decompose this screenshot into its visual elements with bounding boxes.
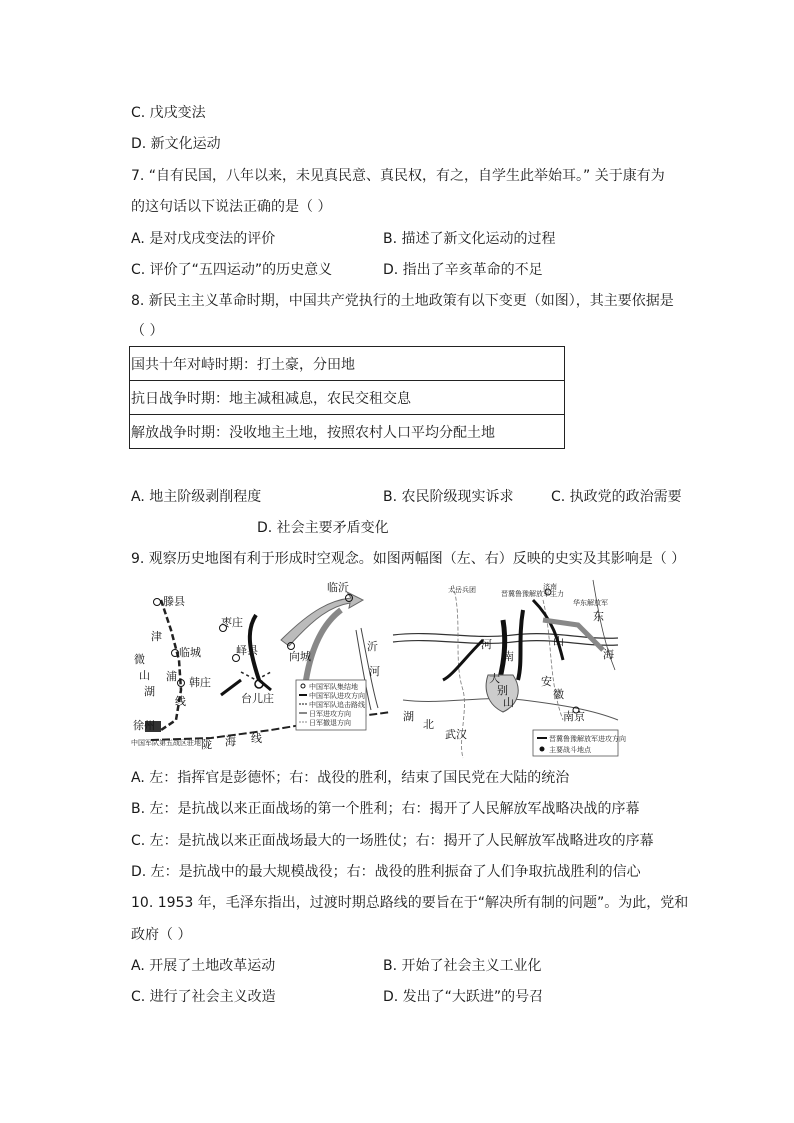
water-label: 河: [369, 665, 380, 678]
q7-option-c: C. 评价了“五四运动”的历史意义: [131, 262, 333, 278]
place-label: 峄县: [236, 644, 258, 657]
q6-option-d: D. 新文化运动: [131, 136, 221, 152]
rail-label: 陇: [201, 738, 212, 751]
place-label: 向城: [289, 650, 311, 663]
rail-label: 线: [175, 695, 186, 708]
q7-option-a: A. 是对戊戌变法的评价: [131, 231, 276, 247]
q10-option-c: C. 进行了社会主义改造: [131, 989, 276, 1005]
legend-item: 中国军队追击路线: [309, 701, 365, 709]
left-map-taierzhuang: [131, 580, 391, 758]
q9-option-d: D. 左：是抗战中的最大规模战役；右：战役的胜利振奋了人们争取抗战胜利的信心: [131, 864, 641, 880]
q8-stem-line1: 8. 新民主主义革命时期，中国共产党执行的土地政策有以下变更（如图），其主要依据是: [131, 293, 674, 309]
right-map-dabie-mountains: [393, 580, 626, 758]
q8-option-d: D. 社会主要矛盾变化: [257, 520, 389, 536]
q9-option-c: C. 左：是抗战以来正面战场最大的一场胜仗；右：揭开了人民解放军战略进攻的序幕: [131, 833, 654, 849]
rail-label: 浦: [166, 670, 177, 683]
place-label: 海: [603, 648, 614, 661]
q8-stem-line2: （ ）: [131, 323, 164, 339]
place-label: 临沂: [327, 581, 349, 594]
water-label: 沂: [367, 640, 378, 653]
q7-stem-line2: 的这句话以下说法正确的是（ ）: [131, 199, 332, 215]
q7-option-b: B. 描述了新文化运动的过程: [383, 231, 556, 247]
place-label: 太岳兵团: [448, 586, 476, 594]
rail-label: 海: [225, 735, 236, 748]
place-label: 南: [503, 650, 514, 663]
q10-stem-line2: 政府（ ）: [131, 927, 192, 943]
legend-item: 晋冀鲁豫解放军进攻方向: [549, 735, 626, 743]
place-label: 滕县: [163, 595, 185, 608]
q10-option-b: B. 开始了社会主义工业化: [383, 958, 542, 974]
place-label: 大: [489, 672, 500, 685]
place-label: 安: [541, 675, 552, 688]
map-caption: 中国军队第五战区驻地: [131, 739, 201, 747]
q9-option-a: A. 左：指挥官是彭德怀；右：战役的胜利，结束了国民党在大陆的统治: [131, 770, 570, 786]
place-label: 台儿庄: [241, 692, 274, 705]
place-label: 临城: [179, 646, 201, 659]
water-label: 微: [134, 653, 145, 666]
place-label: 河: [481, 638, 492, 651]
place-label: 武汉: [445, 728, 467, 741]
legend-item: 主要战斗地点: [549, 746, 591, 754]
table-row: 国共十年对峙时期：打土豪，分田地: [130, 347, 565, 381]
place-label: 别: [497, 684, 508, 697]
q8-option-b: B. 农民阶级现实诉求: [383, 489, 514, 505]
place-label: 徐州: [133, 719, 155, 732]
legend-item: 中国军队集结地: [309, 683, 358, 691]
place-label: 枣庄: [221, 616, 243, 629]
place-label: 北: [423, 718, 434, 731]
place-label: 东: [593, 610, 604, 623]
q8-option-a: A. 地主阶级剥削程度: [131, 489, 262, 505]
land-policy-table: [129, 346, 565, 449]
legend-item: 日军撤退方向: [309, 719, 351, 727]
legend-item: 中国军队进攻方向: [309, 692, 365, 700]
q10-option-d: D. 发出了“大跃进”的号召: [383, 989, 544, 1005]
place-label: 晋冀鲁豫解放军主力: [501, 590, 564, 598]
q7-stem-line1: 7. “自有民国，八年以来，未见真民意、真民权，有之，自学生此举始耳。” 关于康有为: [131, 168, 665, 184]
rail-label: 津: [151, 630, 162, 643]
q6-option-c: C. 戊戌变法: [131, 105, 206, 121]
place-label: 济南: [543, 583, 557, 591]
water-label: 山: [139, 669, 150, 682]
water-label: 湖: [144, 685, 155, 698]
rail-label: 线: [251, 732, 262, 745]
q10-stem-line1: 10. 1953 年，毛泽东指出，过渡时期总路线的要旨在于“解决所有制的问题”。为此，党和: [131, 895, 689, 911]
q9-option-b: B. 左：是抗战以来正面战场的第一个胜利；右：揭开了人民解放军战略决战的序幕: [131, 801, 640, 817]
place-label: 华东解放军: [573, 599, 608, 607]
place-label: 南京: [563, 710, 585, 723]
table-row: 抗日战争时期：地主减租减息，农民交租交息: [130, 381, 565, 415]
place-label: 山: [553, 635, 564, 648]
place-label: 湖: [403, 710, 414, 723]
q9-stem: 9. 观察历史地图有利于形成时空观念。如图两幅图（左、右）反映的史实及其影响是（ ）: [131, 551, 686, 567]
place-label: 山: [503, 696, 514, 709]
table-row: 解放战争时期：没收地主土地，按照农村人口平均分配土地: [130, 415, 565, 449]
place-label: 徽: [553, 688, 564, 701]
q10-option-a: A. 开展了土地改革运动: [131, 958, 276, 974]
place-label: 韩庄: [189, 676, 211, 689]
q7-option-d: D. 指出了辛亥革命的不足: [383, 262, 543, 278]
q8-option-c: C. 执政党的政治需要: [551, 489, 682, 505]
legend-item: 日军进攻方向: [309, 710, 351, 718]
